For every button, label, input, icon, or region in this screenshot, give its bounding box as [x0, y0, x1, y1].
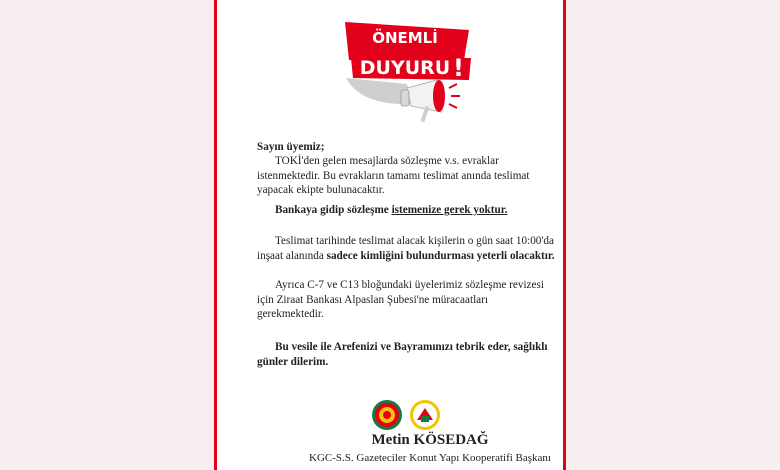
signature-title: KGC-S.S. Gazeteciler Konut Yapı Kooperatifi Başkanı — [309, 452, 551, 464]
paragraph-delivery: Teslimat tarihinde teslimat alacak kişilerin o gün saat 10:00'da inşaat alanında sadece kimliğini bulundurması yeterli olacaktır. — [257, 235, 555, 262]
logos — [371, 398, 451, 432]
banner-exclaim: ! — [453, 54, 464, 82]
banner-line1: ÖNEMLİ — [372, 29, 438, 47]
important-announcement-banner — [341, 20, 475, 130]
announcement-page — [214, 0, 566, 470]
paragraph-documents: TOKİ'den gelen mesajlarda sözleşme v.s. evraklar istenmektedir. Bu evrakların tamamı teslimat anında teslimat yapacak ekipte bulunacaktır. — [257, 155, 530, 196]
paragraph-greetings: Bu vesile ile Arefenizi ve Bayramınızı tebrik eder, sağlıklı günler dilerim. — [257, 341, 548, 368]
signature-name: Metin KÖSEDAĞ — [371, 432, 489, 448]
greeting: Sayın üyemiz; — [257, 141, 325, 153]
megaphone-icon — [401, 80, 460, 122]
paragraph-bank-notice: Bankaya gidip sözleşme istemenize gerek yoktur. — [275, 204, 508, 216]
cooperative-logo — [410, 400, 440, 430]
kgc-logo — [372, 400, 402, 430]
paragraph-revision: Ayrıca C-7 ve C13 bloğundaki üyelerimiz sözleşme revizesi için Ziraat Bankası Alpaslan Şubesi'ne müracaatları gerekmektedir. — [257, 279, 544, 320]
banner-line2: DUYURU — [359, 57, 451, 79]
